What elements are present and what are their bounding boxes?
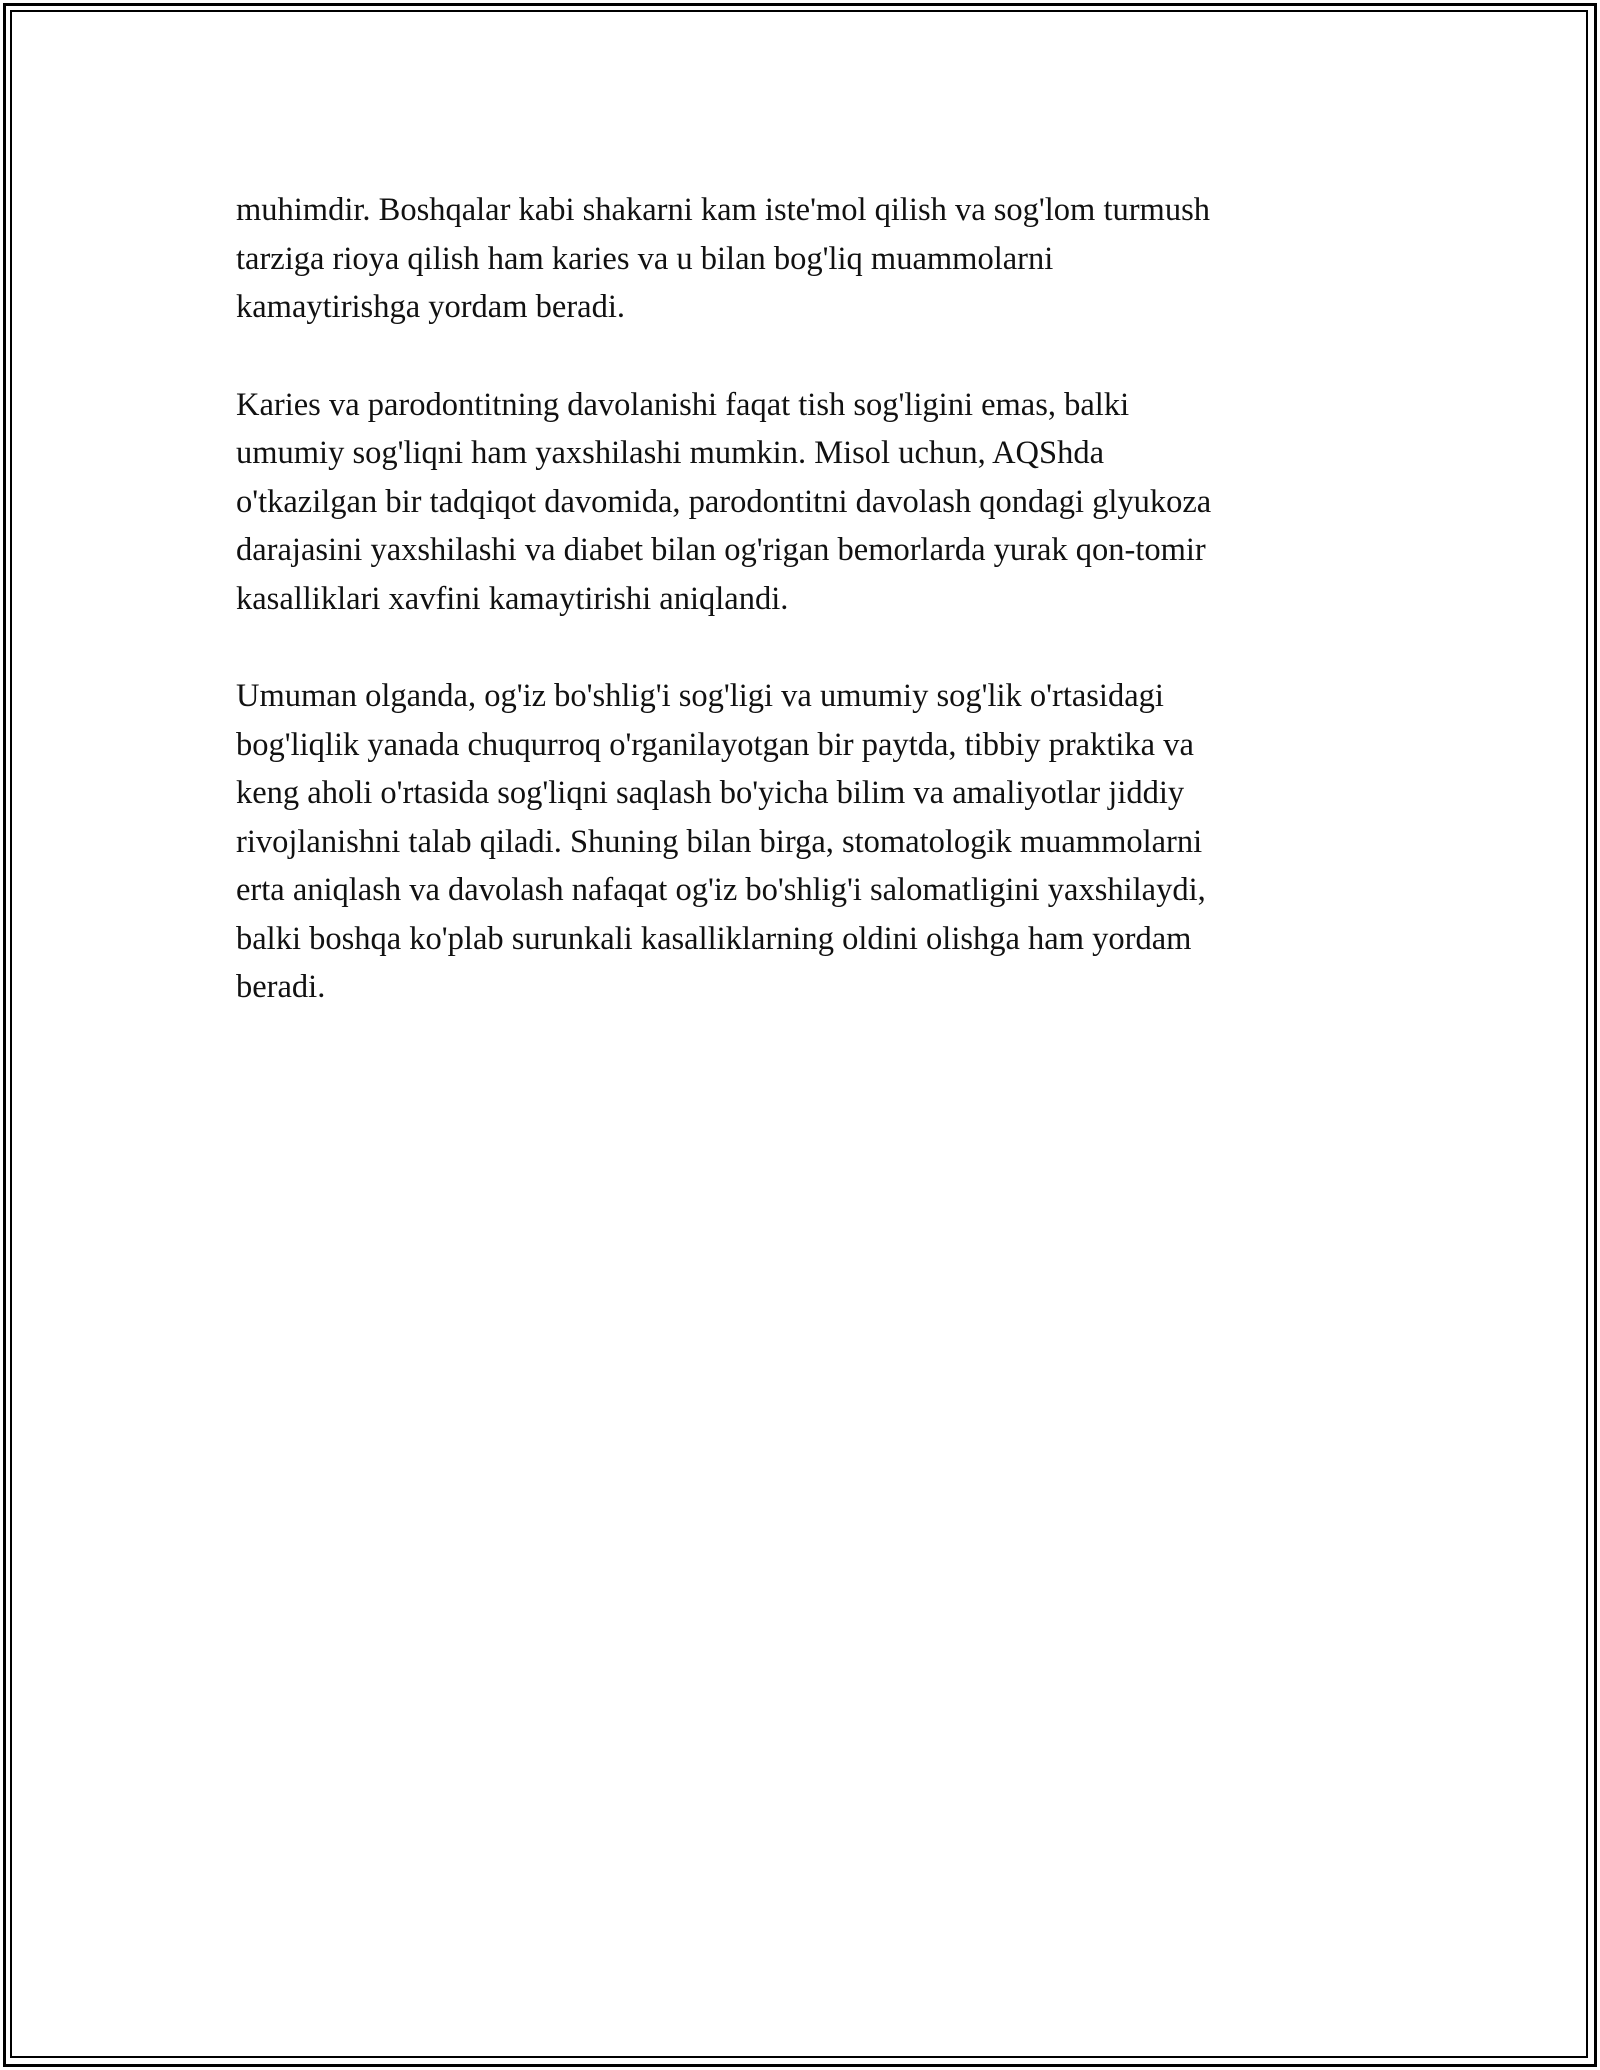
paragraph-3: Umuman olganda, og'iz bo'shlig'i sog'ligi va umumiy sog'lik o'rtasidagi bog'liqlik yanada chuqurroq o'rganilayotgan bir paytda, tibbiy praktika va keng aholi o'rtasida sog'liqni saqlash bo'yicha bilim va amaliyotlar jiddiy rivojlanishni talab qiladi. Shuning bilan birga, stomatologik muammolarni erta aniqlash va davolash nafaqat og'iz bo'shlig'i salomatligini yaxshilaydi, balki boshqa ko'plab surunkali kasalliklarning oldini olishga ham yordam beradi. (236, 678, 1206, 1005)
paragraph-2: Karies va parodontitning davolanishi faqat tish sog'ligini emas, balki umumiy sog'liqni ham yaxshilashi mumkin. Misol uchun, AQShda o'tkazilgan bir tadqiqot davomida, parodontitni davolash qondagi glyukoza darajasini yaxshilashi va diabet bilan og'rigan bemorlarda yurak qon-tomir kasalliklari xavfini kamaytirishi aniqlandi. (236, 386, 1212, 617)
paragraph-1: muhimdir. Boshqalar kabi shakarni kam iste'mol qilish va sog'lom turmush tarziga rioya qilish ham karies va u bilan bog'liq muammolarni kamaytirishga yordam beradi. (236, 192, 1210, 325)
page-content (236, 186, 1376, 1061)
